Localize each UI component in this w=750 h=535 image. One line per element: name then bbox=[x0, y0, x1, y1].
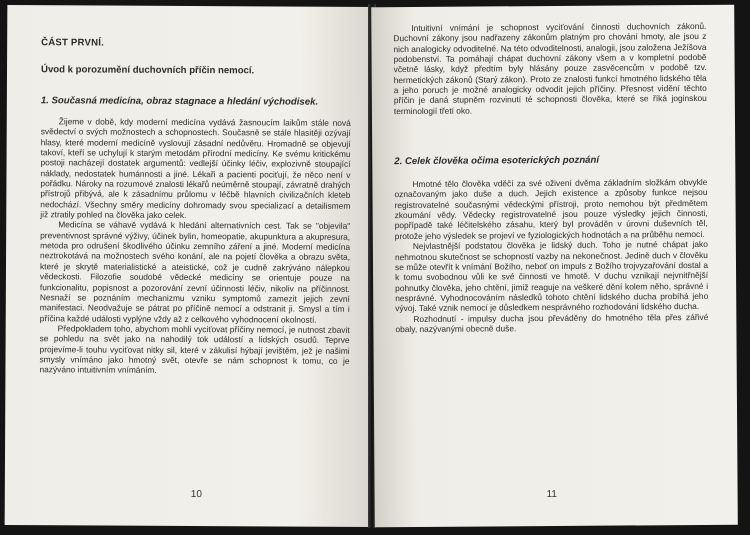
paragraph: Rozhodnutí - impulsy ducha jsou převáděny do hmotného těla přes zářivé obaly, nazývanými obecně duše. bbox=[395, 311, 709, 335]
paragraph: Medicína se váhavě vydává k hledání alternativních cest. Tak se "objevila" preventivnost správné výživy, účinek bylin, homeopatie, akupunktura a akupresura, metoda pro odrušení škodlivého účinku zemního záření a jiné. Moderní medicína neztrokotává na možnostech svého konání, ale na pojetí člověka a obrazu světa, které je skrytě materialistické a ateistické, což je cudně zakrýváno nálepkou vědeckosti. Filozofie soudobé vědecké medicíny se orientuje pouze na funkcionalitu, popisnost a pozorování zevní účinnosti léčiv, nikoliv na příčinnost. Nesnaží se poznáním mechanizmu vzniku symptomů zamezit jejich zevní manifestaci. Neodvažuje se pátrat po příčině nemocí a odstranit ji. Smysl a tím i příčina každé události vyplýne vždy až z celkového vyhodnocení okolností. bbox=[39, 219, 351, 325]
page-number-left: 10 bbox=[190, 489, 202, 501]
paragraph: Předpokladem toho, abychom mohli vyciťovat příčiny nemocí, je nutnost zbavit se pohledu na svět jako na nahodilý tok událostí a lidských osudů. Teprve projevíme-li touhu vyciťovat nitky sil, které v zákulisí hýbají jevištěm, jež je našimi smysly vnímáno jako hmotný svět, otevře se nám schopnost k tomu, co je nazýváno intuitivním vnímáním. bbox=[39, 323, 350, 376]
section-heading-2: 2. Celek člověka očima esoterických poznání bbox=[394, 154, 600, 168]
section-heading-1: 1. Současná medicína, obraz stagnace a hledání východisek. bbox=[40, 95, 319, 108]
right-page bbox=[371, 5, 738, 528]
paragraph: Intuitivní vnímání je schopnost vyciťování činnosti duchovních zákonů. Duchovní zákony jsou nadřazeny zákonům platným pro chování hmoty, ale jsou z nich analogicky odvoditelné. Na této odvoditelnosti, analogii, jsou založena Ježíšova podobenství. Ta pomáhají chápat duchovní zákony všem a v kompletní podobě včetně lásky, když předtím byly hlásány pouze zasvěcencům v podobě tzv. hermetických zákonů (Starý zákon). Proto ze znalosti funkcí hmotného lidského těla a jeho poruch je možné analogicky odvodit jejich příčiny. Přesnost vidění těchto příčin je daná stupněm rozvinutí té schopnosti člověka, které se říká joginskou terminologií třetí oko. bbox=[393, 20, 707, 116]
paragraph: Nejvlastnější podstatou člověka je lidský duch. Toho je nutné chápat jako nehmotnou skutečnost se schopností vazby na nekonečnost. Jedině duch v člověku se může otevřít k vnímání Božího, neboť on impuls z Božího trojvyzařování dostal a k tomu svobodnou vůli ke své činnosti ve hmotě. V duchu vznikají nejvnitřnější pohnutky člověka, jeho chtění, jimiž reaguje na veškeré dění kolem něho, správné i nesprávné. Vyhodnocováním následků tohoto chtění lidského ducha probíhá jeho vývoj. Také vznik nemocí je důsledkem nesprávného rozhodování lidského ducha. bbox=[394, 239, 709, 314]
part-title: ČÁST PRVNÍ. bbox=[41, 37, 104, 49]
paragraph: Žijeme v době, kdy moderní medicína vydává žasnoucím laikům stále nová svědectví o svých možnostech a schopnostech. Současně se stále hlasitěji ozývají hlasy, které moderní medicíně vyslovují zásadní nedůvěru. Hromadně se objevují takoví, kteří se uchylují k starým metodám přírodní medicíny. Ke svému kritickému postoji nacházejí dostatek argumentů: vedlejší účinky léčiv, explozivně stoupající náklady, nedostatek humánnosti a jiné. Lékaři a pacienti pociťují, že něco není v pořádku. Nároky na rozumové znalosti lékařů neúměrně stoupají, závratně drahých přístrojů přibývá, ale k zásadnímu průlomu v léčbě hlavních civilizačních kleteb nedochází. Všechny směry medicíny dohromady svou specializací a detailismem již ztratily pohled na člověka jako celek. bbox=[40, 116, 351, 221]
left-page bbox=[5, 5, 374, 527]
part-subtitle: Úvod k porozumění duchovních příčin nemocí. bbox=[40, 64, 255, 77]
paragraph: Hmotné tělo člověka vděčí za své oživení dvěma základním složkám obvykle označovaným jako duše a duch. Jejich existence a způsoby funkce nejsou registrovatelné současnými vědeckými přístroji, proto nemohou být předmětem zkoumání vědy. Vědecky registrovatelné jsou pouze výsledky jejich činnosti, popřípadě také léčitelského zásahu, který byl prováděn v úrovni duševních těl, protože jeho výsledek se projeví ve fyziologických hodnotách a na průběhu nemocí. bbox=[394, 177, 708, 241]
page-number-right: 11 bbox=[546, 488, 558, 501]
